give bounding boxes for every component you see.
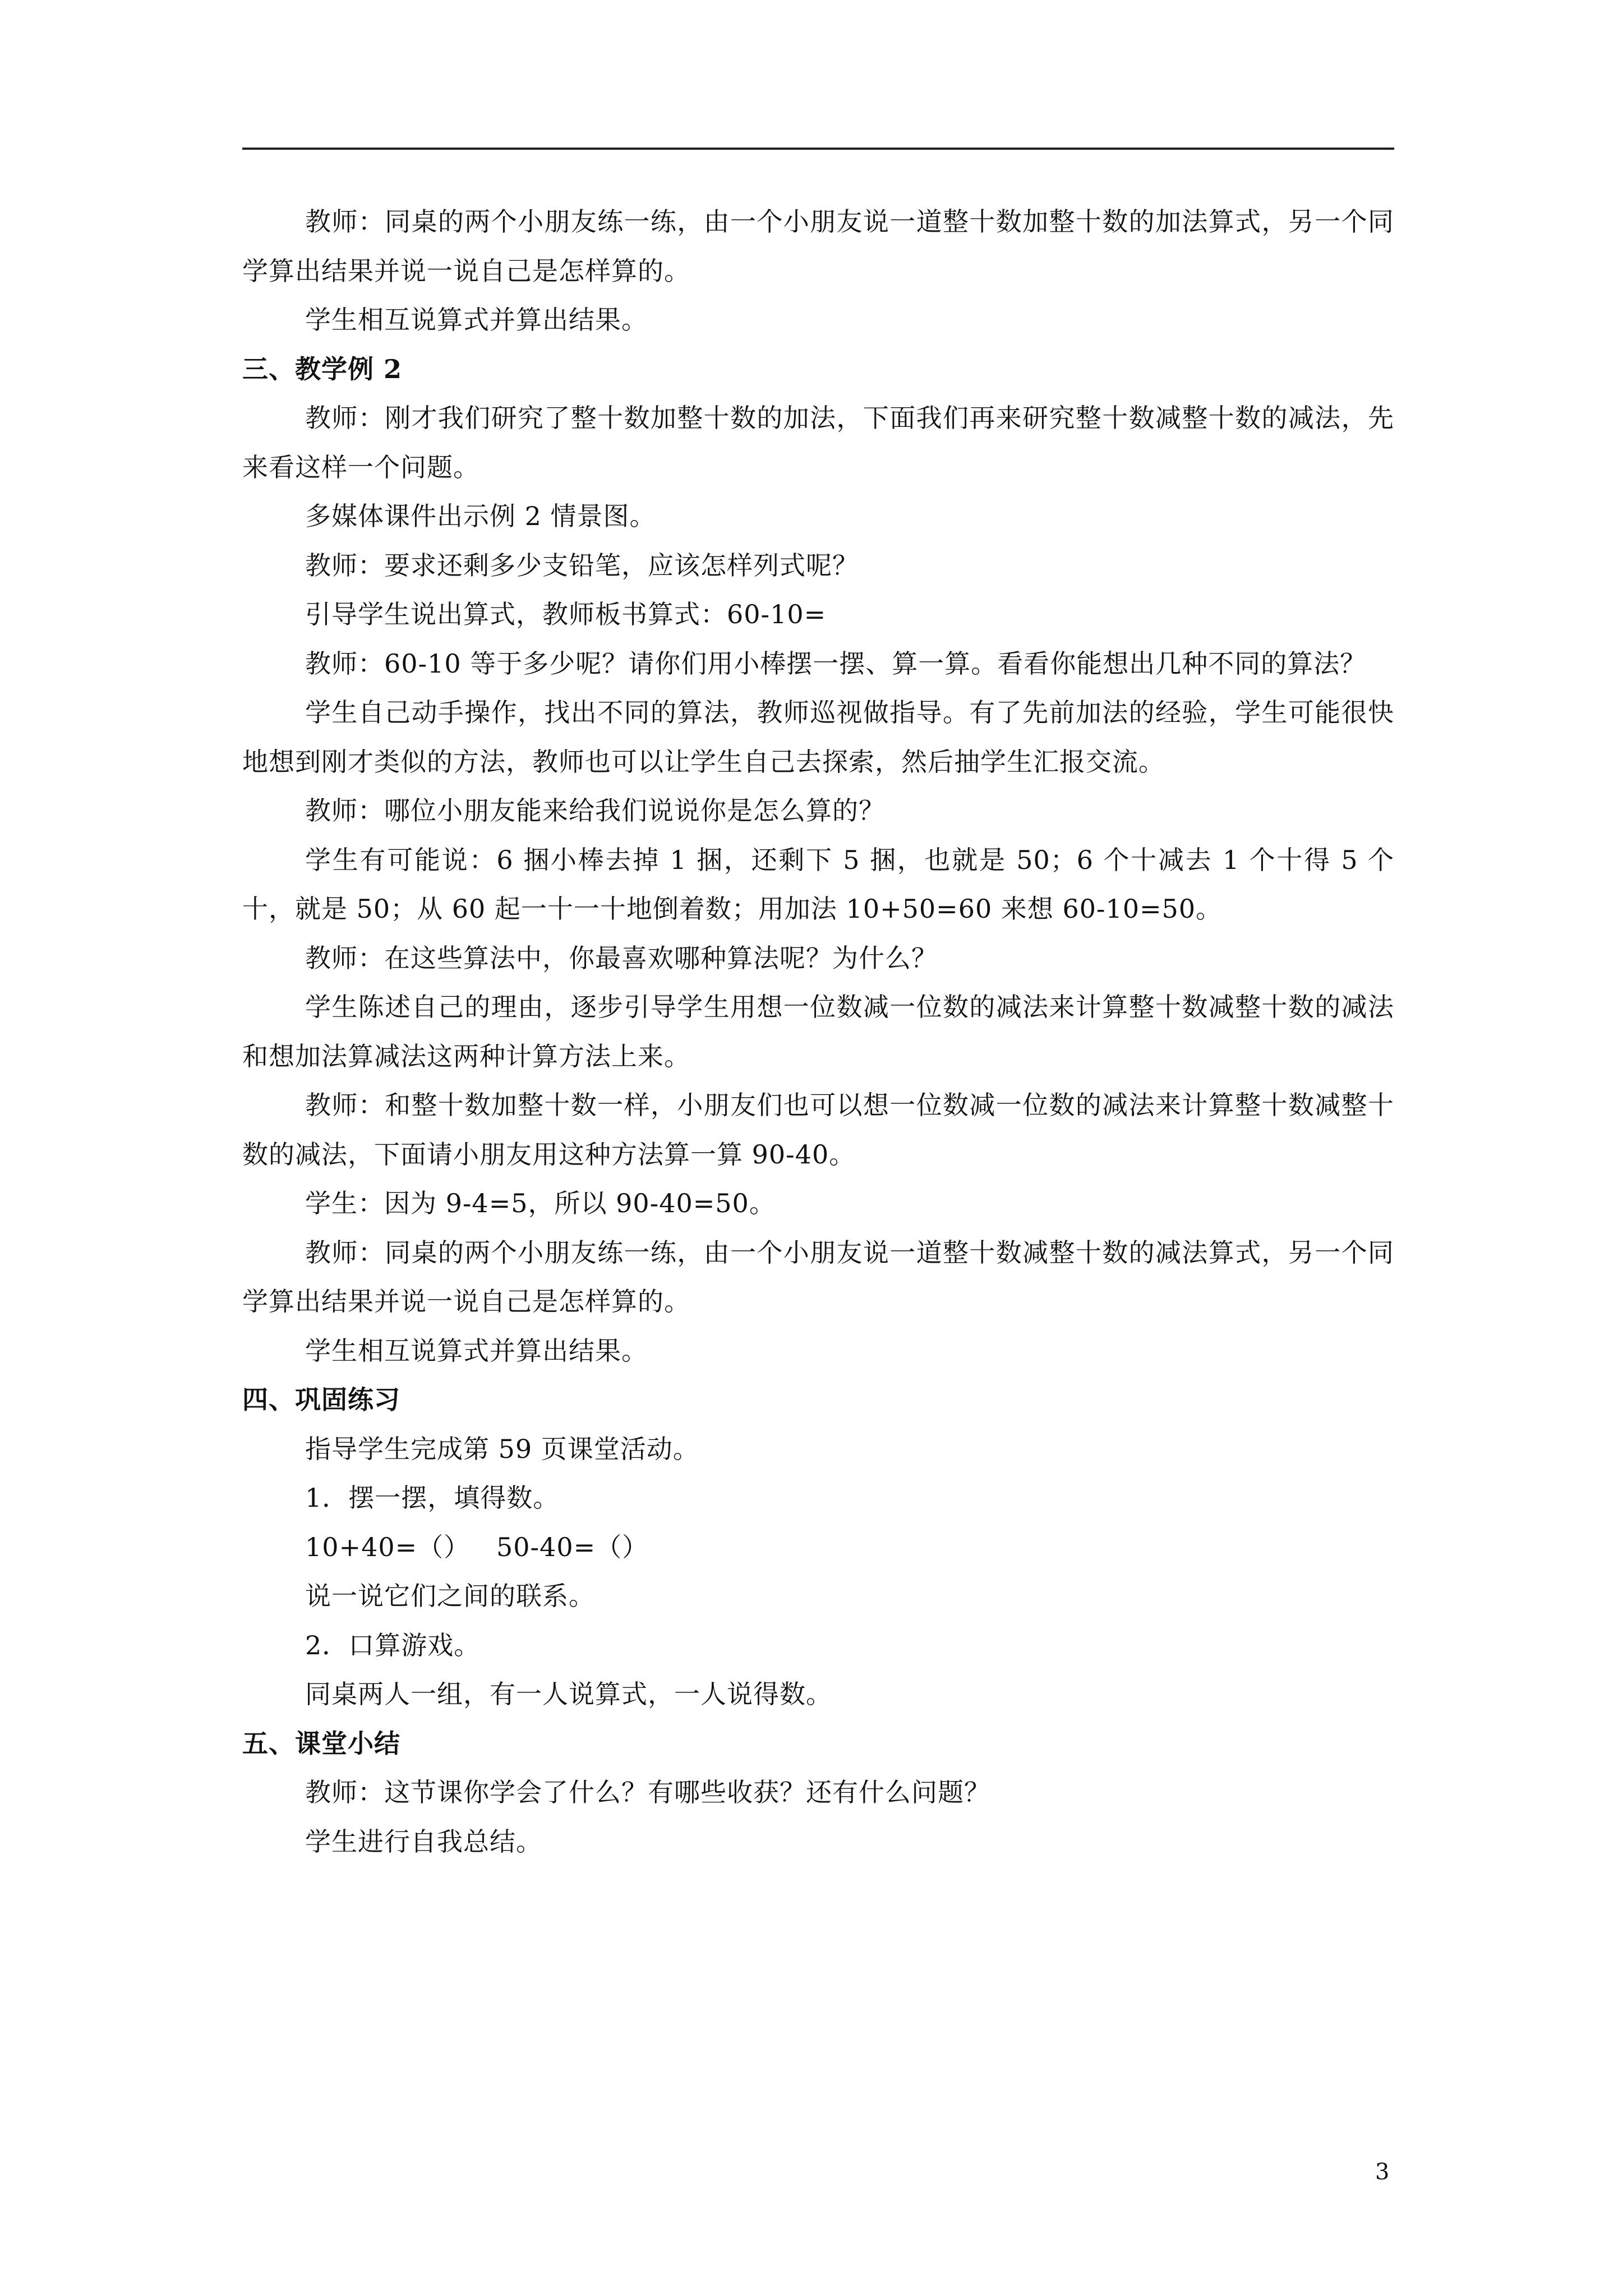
- paragraph: 说一说它们之间的联系。: [305, 1581, 595, 1611]
- paragraph: 学生陈述自己的理由，逐步引导学生用想一位数减一位数的减法来计算整十数减整十数的减法和想加法算减法这两种计算方法上来。: [242, 992, 1394, 1071]
- paragraph: 教师：哪位小朋友能来给我们说说你是怎么算的？: [305, 795, 885, 826]
- paragraph: 学生进行自我总结。: [305, 1826, 542, 1857]
- document-body: [242, 197, 1394, 1866]
- paragraph: 教师：要求还剩多少支铅笔，应该怎样列式呢？: [305, 550, 859, 581]
- paragraph: 指导学生完成第 59 页课堂活动。: [305, 1433, 699, 1464]
- section-heading: 五、课堂小结: [242, 1728, 400, 1759]
- paragraph: 多媒体课件出示例 2 情景图。: [305, 501, 656, 531]
- section-heading: 三、教学例 2: [242, 353, 403, 384]
- paragraph: 2．口算游戏。: [305, 1630, 481, 1660]
- paragraph: 学生自己动手操作，找出不同的算法，教师巡视做指导。有了先前加法的经验，学生可能很快地想到刚才类似的方法，教师也可以让学生自己去探索，然后抽学生汇报交流。: [242, 697, 1394, 777]
- paragraph: 教师：和整十数加整十数一样，小朋友们也可以想一位数减一位数的减法来计算整十数减整十数的减法，下面请小朋友用这种方法算一算 90-40。: [242, 1090, 1394, 1170]
- paragraph: 教师：刚才我们研究了整十数加整十数的加法，下面我们再来研究整十数减整十数的减法，先来看这样一个问题。: [242, 403, 1394, 482]
- paragraph: 学生相互说算式并算出结果。: [305, 1335, 648, 1366]
- paragraph: 学生相互说算式并算出结果。: [305, 305, 648, 335]
- paragraph: 教师：同桌的两个小朋友练一练，由一个小朋友说一道整十数减整十数的减法算式，另一个同学算出结果并说一说自己是怎样算的。: [242, 1237, 1394, 1317]
- page-number: 3: [1375, 2159, 1390, 2185]
- paragraph: 教师：60-10 等于多少呢？请你们用小棒摆一摆、算一算。看看你能想出几种不同的算法？: [305, 648, 1367, 679]
- paragraph: 教师：同桌的两个小朋友练一练，由一个小朋友说一道整十数加整十数的加法算式，另一个同学算出结果并说一说自己是怎样算的。: [242, 206, 1394, 286]
- paragraph: 1．摆一摆，填得数。: [305, 1483, 560, 1513]
- section-heading: 四、巩固练习: [242, 1384, 400, 1415]
- paragraph: 教师：在这些算法中，你最喜欢哪种算法呢？为什么？: [305, 942, 938, 973]
- paragraph: 教师：这节课你学会了什么？有哪些收获？还有什么问题？: [305, 1777, 990, 1807]
- paragraph: 10+40=（） 50-40=（）: [305, 1531, 649, 1562]
- paragraph: 学生：因为 9-4=5，所以 90-40=50。: [305, 1188, 776, 1218]
- paragraph: 引导学生说出算式，教师板书算式：60-10=: [305, 599, 827, 629]
- paragraph: 学生有可能说：6 捆小棒去掉 1 捆，还剩下 5 捆，也就是 50；6 个十减去 1 个十得 5 个十，就是 50；从 60 起一十一十地倒着数；用加法 10+50=60 来想 60-10=50。: [242, 844, 1394, 924]
- paragraph: 同桌两人一组，有一人说算式，一人说得数。: [305, 1679, 832, 1709]
- header-rule: [242, 148, 1394, 150]
